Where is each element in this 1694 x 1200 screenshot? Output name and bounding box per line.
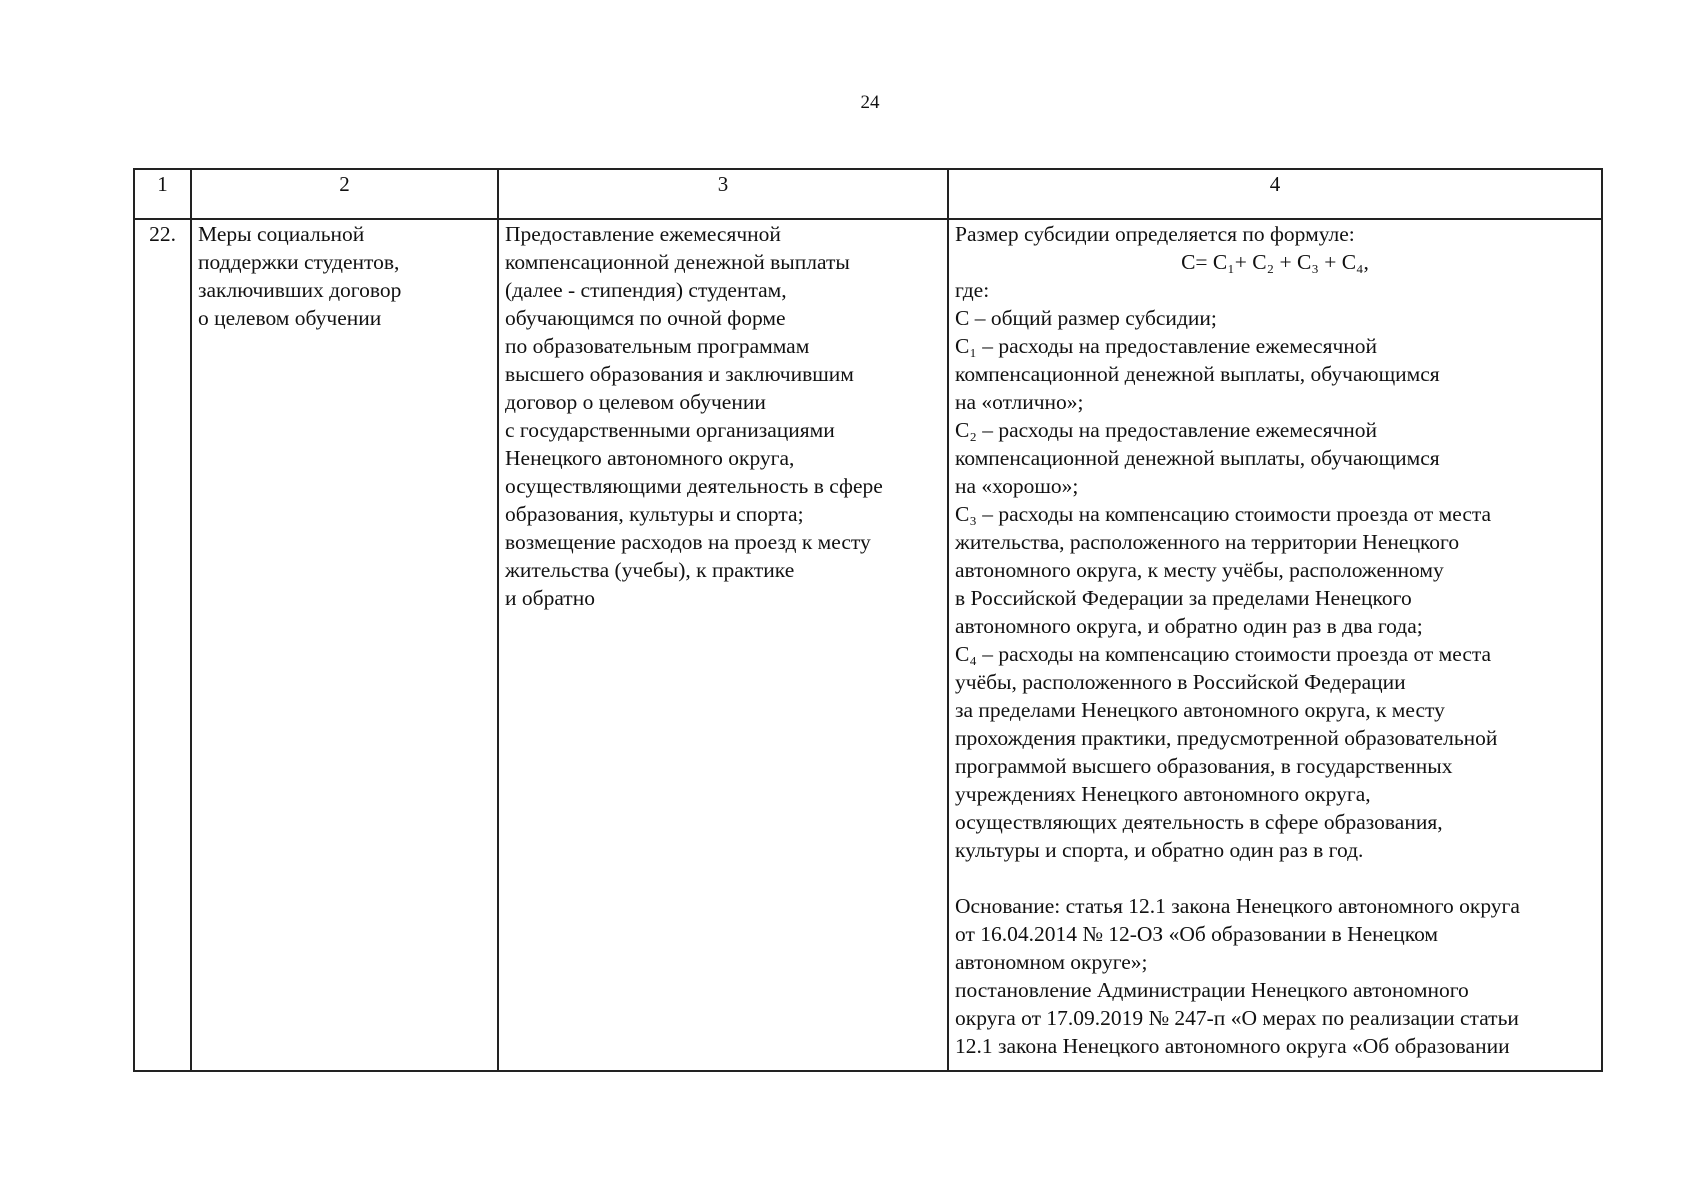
formula-definitions xyxy=(955,276,1595,864)
definition-line: С – общий размер субсидии; xyxy=(955,306,1217,330)
definition-line: С₂ – расходы на предоставление ежемесячной xyxy=(955,418,1378,442)
table-header-row xyxy=(134,169,1602,219)
measure-name-cell xyxy=(191,219,498,1071)
definition-line: автономного округа, к месту учёбы, расположенному xyxy=(955,558,1444,582)
definition-line: С₄ – расходы на компенсацию стоимости проезда от места xyxy=(955,642,1492,666)
basis-line: округа от 17.09.2019 № 247-п «О мерах по реализации статьи xyxy=(955,1006,1519,1030)
definition-line: С₃ – расходы на компенсацию стоимости проезда от места xyxy=(955,502,1492,526)
measure-description-line: (далее - стипендия) студентам, xyxy=(505,278,787,302)
definition-line: культуры и спорта, и обратно один раз в год. xyxy=(955,838,1364,862)
definition-line: автономного округа, и обратно один раз в два года; xyxy=(955,614,1423,638)
definition-line: компенсационной денежной выплаты, обучающимся xyxy=(955,446,1440,470)
definition-line: учреждениях Ненецкого автономного округа, xyxy=(955,782,1371,806)
subsidy-formula: С= С₁+ С₂ + С₃ + С₄, xyxy=(1181,250,1369,274)
paragraph-gap xyxy=(955,864,1595,892)
measure-description-line: высшего образования и заключившим xyxy=(505,362,854,386)
basis-line: автономном округе»; xyxy=(955,950,1148,974)
definition-line: на «отлично»; xyxy=(955,390,1084,414)
basis-line: 12.1 закона Ненецкого автономного округа «Об образовании xyxy=(955,1034,1510,1058)
basis-line: постановление Администрации Ненецкого автономного xyxy=(955,978,1469,1002)
measure-name-line: поддержки студентов, xyxy=(198,250,400,274)
basis-line: Основание: статья 12.1 закона Ненецкого автономного округа xyxy=(955,894,1520,918)
measures-table xyxy=(133,168,1603,1072)
definition-line: прохождения практики, предусмотренной образовательной xyxy=(955,726,1498,750)
header-cell-3: 3 xyxy=(498,169,948,219)
definition-line: за пределами Ненецкого автономного округа, к месту xyxy=(955,698,1445,722)
measure-description-line: Предоставление ежемесячной xyxy=(505,222,781,246)
measure-description-line: образования, культуры и спорта; xyxy=(505,502,804,526)
measure-description-line: и обратно xyxy=(505,586,595,610)
definition-line: С₁ – расходы на предоставление ежемесячной xyxy=(955,334,1378,358)
definition-line: осуществляющих деятельность в сфере образования, xyxy=(955,810,1443,834)
measure-name-line: Меры социальной xyxy=(198,222,365,246)
header-cell-2: 2 xyxy=(191,169,498,219)
measure-description-line: компенсационной денежной выплаты xyxy=(505,250,850,274)
legal-basis xyxy=(955,892,1595,1060)
measure-name-line: заключивших договор xyxy=(198,278,402,302)
table-row xyxy=(134,219,1602,1071)
definition-line: на «хорошо»; xyxy=(955,474,1079,498)
measure-description-cell xyxy=(498,219,948,1071)
formula-intro: Размер субсидии определяется по формуле: xyxy=(955,222,1355,246)
measure-description-line: договор о целевом обучении xyxy=(505,390,766,414)
measure-description-line: по образовательным программам xyxy=(505,334,810,358)
measure-description-line: жительства (учебы), к практике xyxy=(505,558,795,582)
page-number: 24 xyxy=(860,92,880,113)
measure-description-line: Ненецкого автономного округа, xyxy=(505,446,795,470)
definition-line: в Российской Федерации за пределами Ненецкого xyxy=(955,586,1412,610)
definition-line: учёбы, расположенного в Российской Федерации xyxy=(955,670,1406,694)
subsidy-calculation-cell xyxy=(948,219,1602,1071)
measure-description-line: с государственными организациями xyxy=(505,418,835,442)
header-cell-4: 4 xyxy=(948,169,1602,219)
measure-description-line: обучающимся по очной форме xyxy=(505,306,786,330)
measure-description-line: возмещение расходов на проезд к месту xyxy=(505,530,871,554)
measure-name-line: о целевом обучении xyxy=(198,306,382,330)
definition-line: где: xyxy=(955,278,990,302)
row-number-cell: 22. xyxy=(134,219,191,1071)
measure-description-line: осуществляющими деятельность в сфере xyxy=(505,474,883,498)
header-cell-1: 1 xyxy=(134,169,191,219)
definition-line: компенсационной денежной выплаты, обучающимся xyxy=(955,362,1440,386)
definition-line: жительства, расположенного на территории Ненецкого xyxy=(955,530,1460,554)
basis-line: от 16.04.2014 № 12-ОЗ «Об образовании в Ненецком xyxy=(955,922,1439,946)
definition-line: программой высшего образования, в государственных xyxy=(955,754,1453,778)
